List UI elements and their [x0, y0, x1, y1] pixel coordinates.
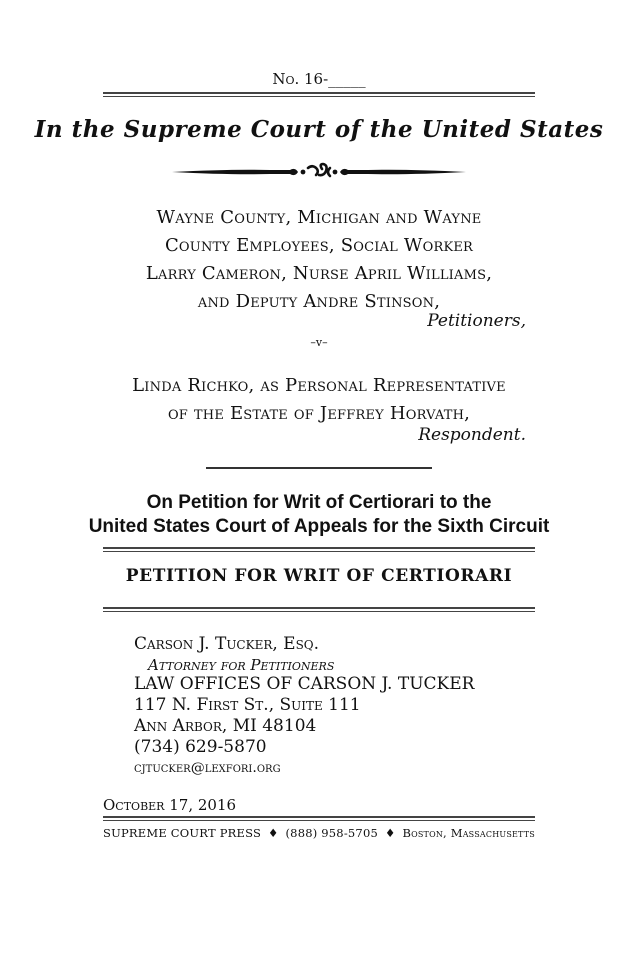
publisher-phone: (888) 958-5705	[285, 826, 378, 840]
docket-number: No. 16-_____	[272, 70, 366, 88]
respondent-line-1: Linda Richko, as Personal Representative	[132, 375, 506, 396]
filing-date: October 17, 2016	[103, 796, 237, 814]
court-title: In the Supreme Court of the United States	[34, 116, 604, 143]
footer	[103, 826, 535, 840]
attorney-email: cjtucker@lexfori.org	[134, 760, 281, 776]
publisher-location: Boston, Massachusetts	[402, 826, 535, 840]
petitioner-line-4: and Deputy Andre Stinson,	[197, 291, 441, 312]
petition-on-line-1: On Petition for Writ of Certiorari to the	[146, 492, 492, 513]
footer-rule	[103, 816, 535, 821]
attorney-street: 117 N. First St., Suite 111	[134, 695, 361, 715]
petitioner-line-3: Larry Cameron, Nurse April Williams,	[145, 263, 493, 284]
petitioner-line-1: Wayne County, Michigan and Wayne	[156, 207, 482, 228]
title-rule-bottom	[103, 607, 535, 612]
attorney-role: Attorney for Petitioners	[148, 656, 335, 674]
attorney-phone: (734) 629-5870	[134, 737, 267, 757]
ornament-divider	[170, 160, 468, 184]
respondent-line-2: of the Estate of Jeffrey Horvath,	[167, 403, 471, 424]
document-title: PETITION FOR WRIT OF CERTIORARI	[125, 566, 513, 586]
versus: –v–	[310, 336, 328, 349]
attorney-name: Carson J. Tucker, Esq.	[134, 634, 320, 654]
petitioners-role: Petitioners,	[427, 311, 526, 331]
attorney-city: Ann Arbor, MI 48104	[134, 716, 317, 736]
petition-on-line-2: United States Court of Appeals for the Sixth Circuit	[88, 516, 550, 537]
publisher-name: SUPREME COURT PRESS	[103, 826, 262, 840]
respondent-role: Respondent.	[418, 425, 526, 445]
title-rule-top	[103, 547, 535, 552]
petitioner-line-2: County Employees, Social Worker	[164, 235, 474, 256]
diamond-icon: ♦	[268, 826, 279, 840]
diamond-icon: ♦	[384, 826, 396, 840]
header-rule	[103, 92, 535, 97]
attorney-firm: LAW OFFICES OF CARSON J. TUCKER	[134, 674, 475, 694]
respondent-separator	[206, 467, 432, 469]
